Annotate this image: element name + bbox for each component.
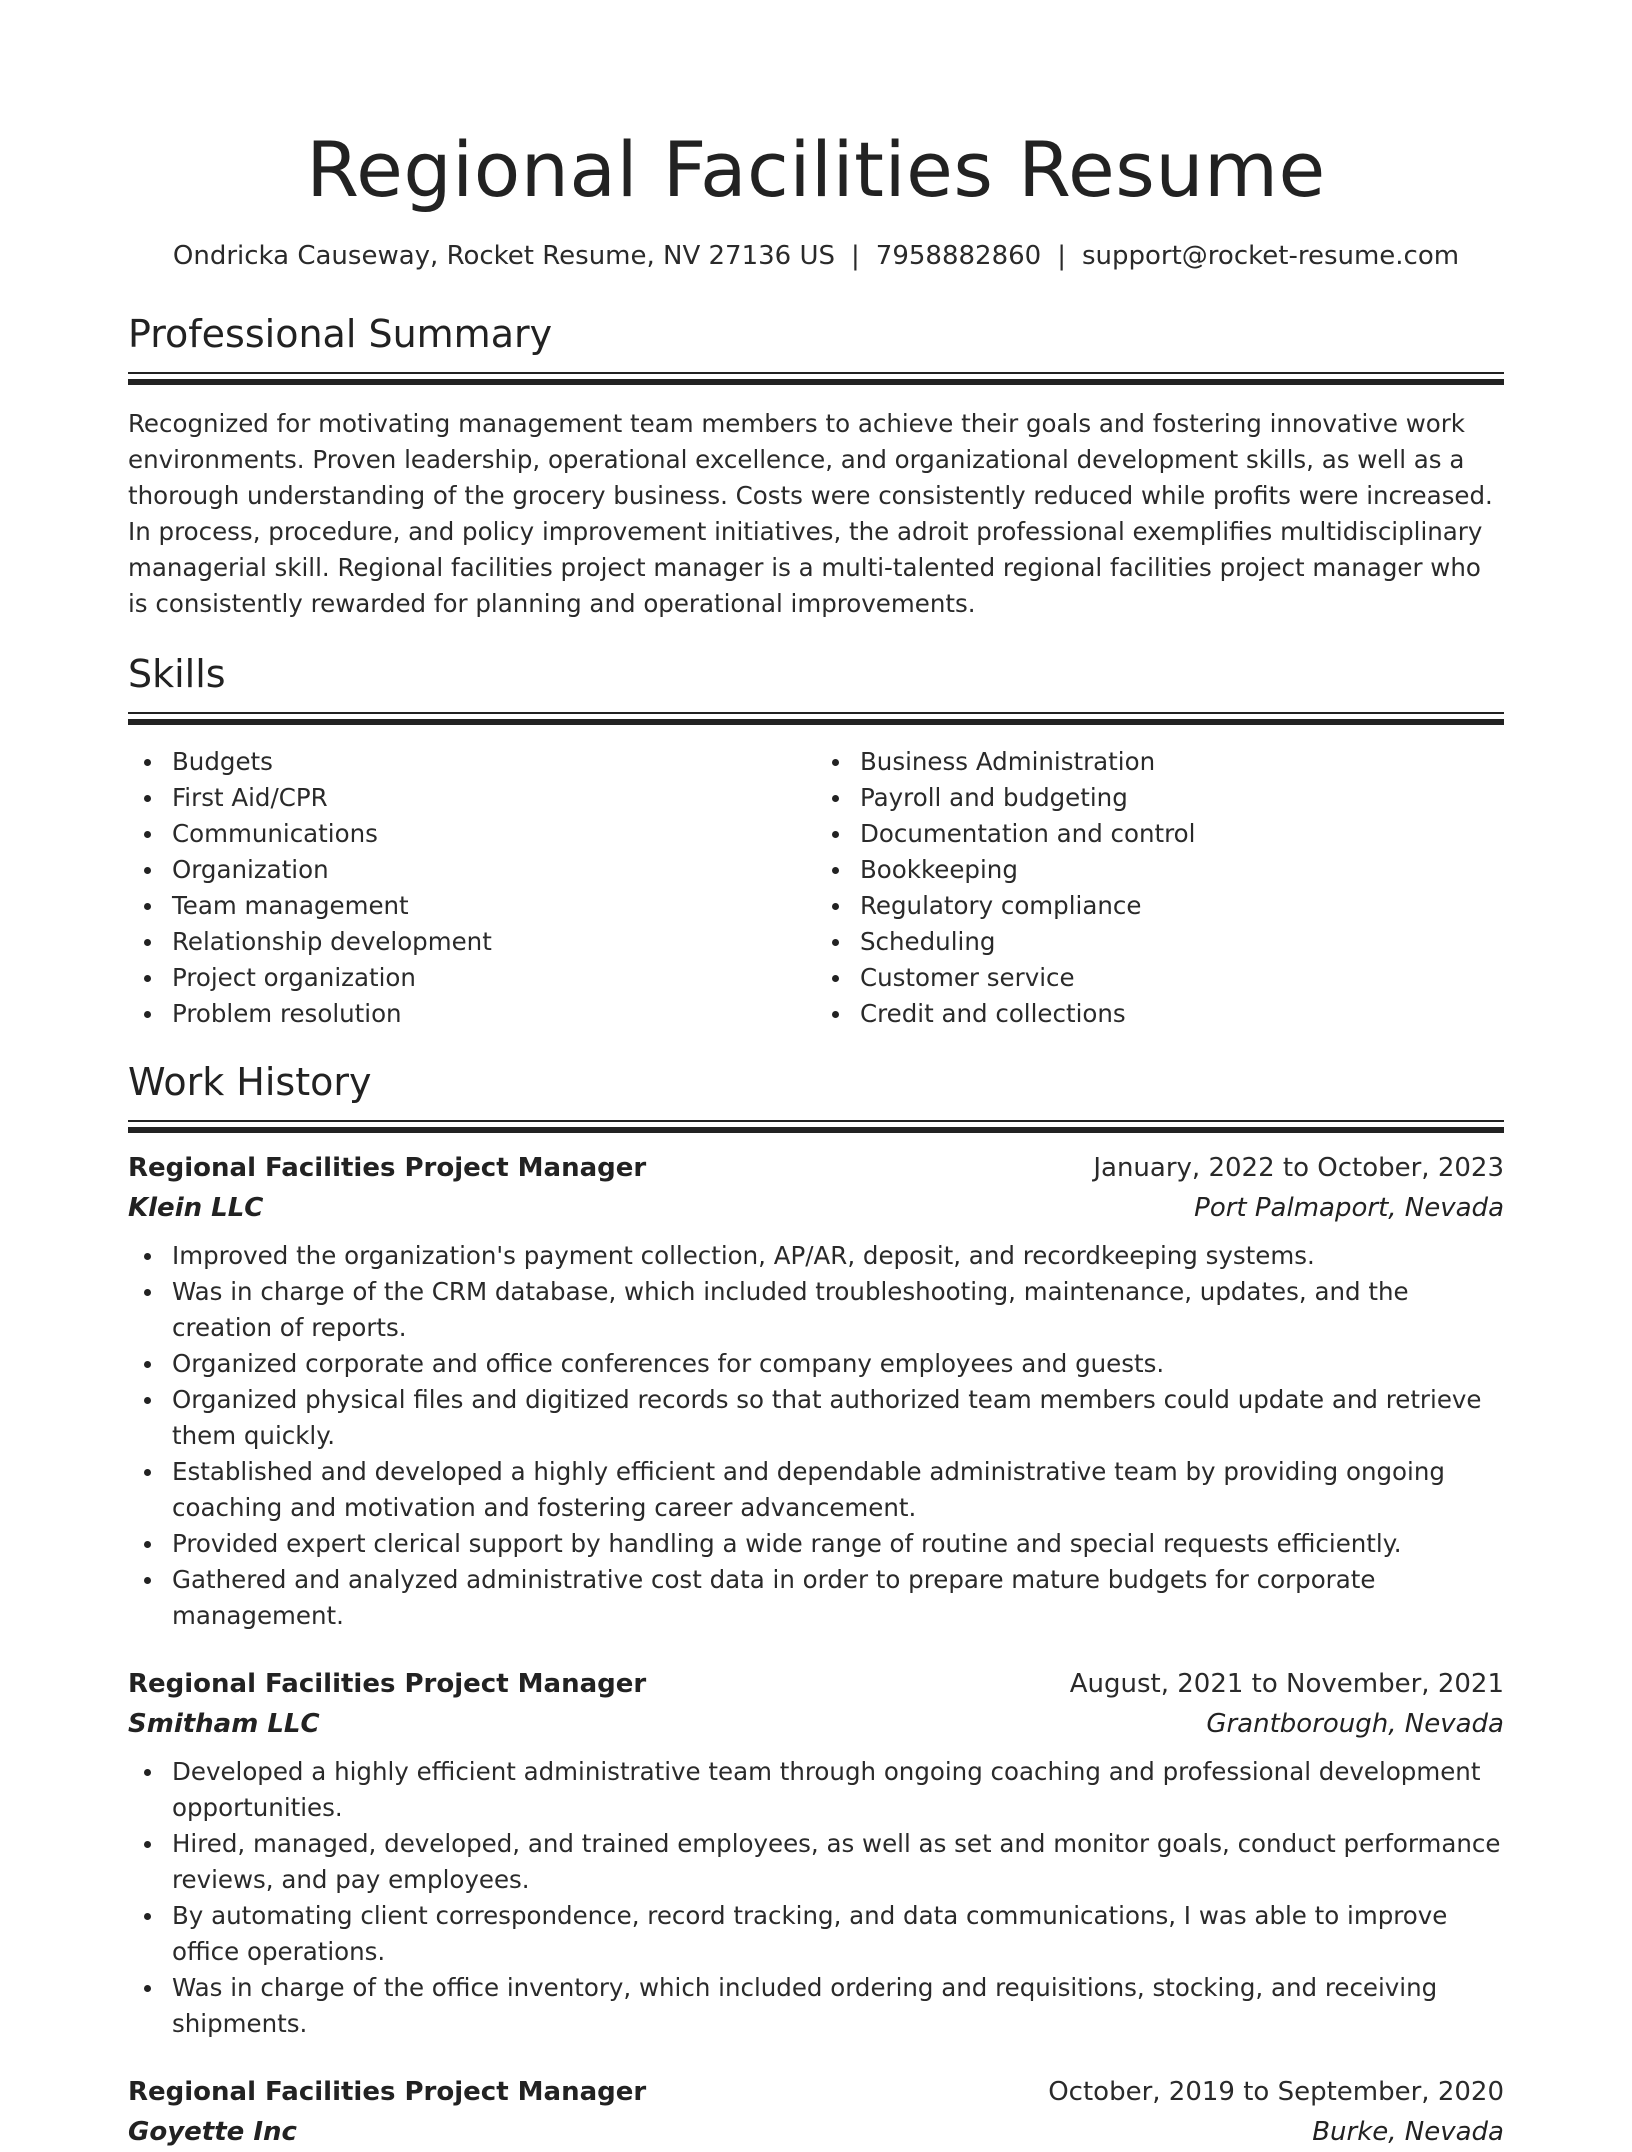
job-bullet: By automating client correspondence, record tracking, and data communications, I was able to improve office operations. xyxy=(172,1898,1504,1970)
contact-separator: | xyxy=(1057,241,1066,271)
job-location: Burke, Nevada xyxy=(1312,2117,1504,2147)
contact-line xyxy=(128,238,1504,274)
job-bullet: Developed a highly efficient administrative team through ongoing coaching and professional development opportunities. xyxy=(172,1754,1504,1826)
job-dates: January, 2022 to October, 2023 xyxy=(1093,1153,1504,1183)
skill-item: Organization xyxy=(172,852,816,888)
job-subheader xyxy=(128,1188,1504,1228)
skill-item: First Aid/CPR xyxy=(172,780,816,816)
job-bullet: Was in charge of the CRM database, which included troubleshooting, maintenance, updates, and the creation of reports. xyxy=(172,1274,1504,1346)
summary-section xyxy=(128,310,1504,622)
skill-item: Bookkeeping xyxy=(860,852,1504,888)
contact-address: Ondricka Causeway, Rocket Resume, NV 27136 US xyxy=(172,241,836,271)
job-bullet: Provided expert clerical support by handling a wide range of routine and special requests efficiently. xyxy=(172,1526,1504,1562)
divider-thin-line xyxy=(128,712,1504,714)
section-heading-summary: Professional Summary xyxy=(128,312,553,356)
job-bullet: Improved the organization's payment collection, AP/AR, deposit, and recordkeeping systems. xyxy=(172,1238,1504,1274)
job-title: Regional Facilities Project Manager xyxy=(128,1153,647,1183)
job-title: Regional Facilities Project Manager xyxy=(128,1669,647,1699)
contact-phone: 7958882860 xyxy=(875,241,1042,271)
skill-item: Regulatory compliance xyxy=(860,888,1504,924)
job-entry xyxy=(128,1148,1504,1634)
job-bullet: Gathered and analyzed administrative cost data in order to prepare mature budgets for corporate management. xyxy=(172,1562,1504,1634)
contact-email: support@rocket-resume.com xyxy=(1081,241,1460,271)
skills-column-right xyxy=(816,744,1504,1032)
divider-thin-line xyxy=(128,1120,1504,1122)
skill-item: Payroll and budgeting xyxy=(860,780,1504,816)
section-heading-work-history: Work History xyxy=(128,1060,372,1104)
divider-thick-line xyxy=(128,1127,1504,1133)
summary-paragraph: Recognized for motivating management team members to achieve their goals and fostering innovative work environments. Proven leadership, operational excellence, and organizational development skills, as well as a thorough understanding of the grocery business. Costs were consistently reduced while profits were increased. In process, procedure, and policy improvement initiatives, the adroit professional exemplifies multidisciplinary managerial skill. Regional facilities project manager is a multi-talented regional facilities project manager who is consistently rewarded for planning and operational improvements. xyxy=(128,409,1493,618)
skill-item: Communications xyxy=(172,816,816,852)
job-entry xyxy=(128,1664,1504,2042)
skill-item: Documentation and control xyxy=(860,816,1504,852)
resume-title: Regional Facilities Resume xyxy=(306,125,1326,214)
skill-item: Credit and collections xyxy=(860,996,1504,1032)
skill-item: Relationship development xyxy=(172,924,816,960)
company-name: Smitham LLC xyxy=(128,1709,320,1739)
divider-thick-line xyxy=(128,719,1504,725)
skill-item: Customer service xyxy=(860,960,1504,996)
job-bullet: Organized corporate and office conferences for company employees and guests. xyxy=(172,1346,1504,1382)
job-bullets xyxy=(128,1754,1504,2042)
skills-section xyxy=(128,650,1504,1032)
job-header xyxy=(128,1148,1504,1188)
job-location: Grantborough, Nevada xyxy=(1206,1709,1504,1739)
job-dates: August, 2021 to November, 2021 xyxy=(1069,1669,1504,1699)
skill-item: Problem resolution xyxy=(172,996,816,1032)
section-heading-skills: Skills xyxy=(128,652,226,696)
job-entry xyxy=(128,2072,1504,2152)
company-name: Klein LLC xyxy=(128,1193,264,1223)
job-header xyxy=(128,1664,1504,1704)
skill-item: Project organization xyxy=(172,960,816,996)
job-bullet: Hired, managed, developed, and trained employees, as well as set and monitor goals, conduct performance reviews, and pay employees. xyxy=(172,1826,1504,1898)
job-bullet: Was in charge of the office inventory, which included ordering and requisitions, stocking, and receiving shipments. xyxy=(172,1970,1504,2042)
skill-item: Business Administration xyxy=(860,744,1504,780)
job-subheader xyxy=(128,1704,1504,1744)
job-header xyxy=(128,2072,1504,2112)
job-bullet: Organized physical files and digitized records so that authorized team members could update and retrieve them quickly. xyxy=(172,1382,1504,1454)
job-dates: October, 2019 to September, 2020 xyxy=(1048,2077,1504,2107)
work-history-section xyxy=(128,1058,1504,2152)
divider-thin-line xyxy=(128,372,1504,374)
job-bullets xyxy=(128,1238,1504,1634)
skill-item: Team management xyxy=(172,888,816,924)
skills-column-left xyxy=(128,744,816,1032)
skills-grid xyxy=(128,744,1504,1032)
section-divider xyxy=(128,1120,1504,1134)
job-bullet: Established and developed a highly efficient and dependable administrative team by providing ongoing coaching and motivation and fostering career advancement. xyxy=(172,1454,1504,1526)
job-location: Port Palmaport, Nevada xyxy=(1194,1193,1504,1223)
contact-separator: | xyxy=(851,241,860,271)
skill-item: Scheduling xyxy=(860,924,1504,960)
section-divider xyxy=(128,372,1504,386)
job-subheader xyxy=(128,2112,1504,2152)
skill-item: Budgets xyxy=(172,744,816,780)
section-divider xyxy=(128,712,1504,726)
company-name: Goyette Inc xyxy=(128,2117,297,2147)
job-title: Regional Facilities Project Manager xyxy=(128,2077,647,2107)
divider-thick-line xyxy=(128,379,1504,385)
